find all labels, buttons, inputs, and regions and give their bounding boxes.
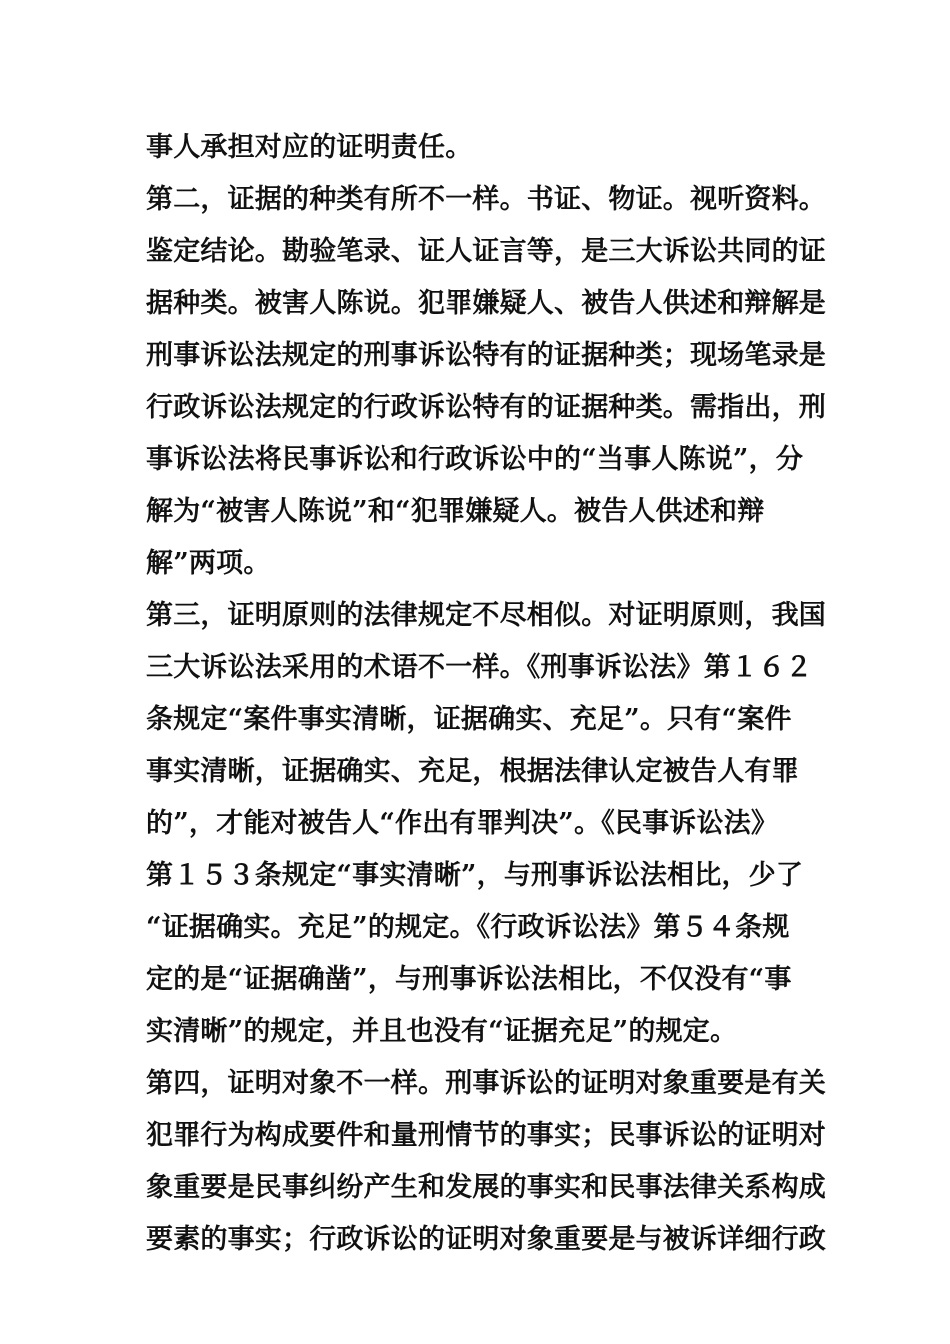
- text-line: “证据确实。充足”的规定。《行政诉讼法》第５４条规: [146, 912, 790, 943]
- text-line: 事诉讼法将民事诉讼和行政诉讼中的“当事人陈说”，分: [146, 444, 804, 475]
- text-line: 解”两项。: [146, 548, 271, 579]
- text-line: 要素的事实；行政诉讼的证明对象重要是与被诉详细行政: [146, 1224, 826, 1255]
- text-line: 第１５３条规定“事实清晰”，与刑事诉讼法相比，少了: [146, 860, 804, 891]
- text-line: 第二，证据的种类有所不一样。书证、物证。视听资料。: [146, 184, 826, 215]
- text-line: 刑事诉讼法规定的刑事诉讼特有的证据种类；现场笔录是: [146, 340, 826, 371]
- text-line: 的”，才能对被告人“作出有罪判决”。《民事诉讼法》: [146, 808, 779, 839]
- text-line: 犯罪行为构成要件和量刑情节的事实；民事诉讼的证明对: [146, 1120, 826, 1151]
- text-line: 鉴定结论。勘验笔录、证人证言等，是三大诉讼共同的证: [146, 236, 826, 267]
- text-line: 解为“被害人陈说”和“犯罪嫌疑人。被告人供述和辩: [146, 496, 765, 527]
- text-line: 定的是“证据确凿”，与刑事诉讼法相比，不仅没有“事: [146, 964, 792, 995]
- text-line: 象重要是民事纠纷产生和发展的事实和民事法律关系构成: [146, 1172, 826, 1203]
- text-line: 第三，证明原则的法律规定不尽相似。对证明原则，我国: [146, 600, 826, 631]
- text-line: 事实清晰，证据确实、充足，根据法律认定被告人有罪: [146, 756, 799, 787]
- text-line: 第四，证明对象不一样。刑事诉讼的证明对象重要是有关: [146, 1068, 826, 1099]
- text-line: 条规定“案件事实清晰，证据确实、充足”。只有“案件: [146, 704, 792, 735]
- text-line: 事人承担对应的证明责任。: [146, 132, 473, 163]
- text-line: 据种类。被害人陈说。犯罪嫌疑人、被告人供述和辩解是: [146, 288, 826, 319]
- text-line: 行政诉讼法规定的行政诉讼特有的证据种类。需指出，刑: [146, 392, 826, 423]
- text-line: 三大诉讼法采用的术语不一样。《刑事诉讼法》第１６２: [146, 652, 813, 683]
- text-line: 实清晰”的规定，并且也没有“证据充足”的规定。: [146, 1016, 738, 1047]
